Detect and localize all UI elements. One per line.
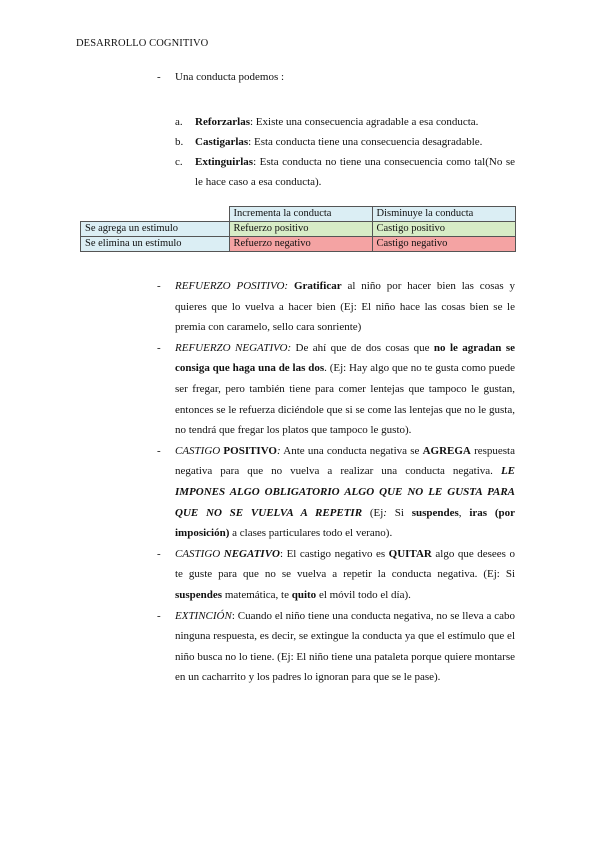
bullet-dash: - xyxy=(157,341,161,354)
option-desc: : Esta conducta tiene una consecuencia desagradable. xyxy=(248,136,483,148)
table-header-row xyxy=(81,207,516,222)
table-col-header: Incrementa la conducta xyxy=(229,207,372,222)
text-run: al niño por hacer bien las cosas y quieres que lo vuelva a hacer bien (Ej: El niño hace las cosas bien se le premia con caramelo, sello cara sonriente) xyxy=(175,280,515,334)
text-run-bold: AGREGA xyxy=(422,444,471,457)
option-term: Extinguirlas xyxy=(195,156,254,168)
table-cell: Castigo negativo xyxy=(372,237,515,252)
list-marker: c. xyxy=(175,156,183,168)
intro-line xyxy=(157,71,284,83)
text-run: : xyxy=(277,444,281,457)
item-title-bold: NEGATIVO xyxy=(223,547,280,560)
table-row xyxy=(81,222,516,237)
item-title: EXTINCIÓN xyxy=(175,609,232,622)
table-cell: Refuerzo negativo xyxy=(229,237,372,252)
list-item xyxy=(175,132,515,152)
option-term: Reforzarlas xyxy=(195,116,250,128)
options-list xyxy=(175,112,515,192)
list-item-refuerzo-positivo xyxy=(157,276,515,338)
text-run: , xyxy=(458,506,470,519)
table-col-header: Disminuye la conducta xyxy=(372,207,515,222)
list-marker: a. xyxy=(175,116,183,128)
list-text xyxy=(195,152,515,192)
table-row xyxy=(81,237,516,252)
item-title: REFUERZO NEGATIVO: xyxy=(175,341,292,354)
item-title: CASTIGO xyxy=(175,547,224,560)
text-run: algo que desees o te guste para que no se vuelva a repetir la conducta negativa. (Ej: Si xyxy=(175,547,515,581)
item-text xyxy=(175,441,515,544)
text-run: . (Ej: Hay algo que no te gusta como puede ser fregar, pero también tiene para comer lentejas que tampoco le gustan, entonces se le refuerza diciéndole que si se come las lentejas que no le gusta, no tendrá que fregar los platos que tampoco le gusto). xyxy=(175,362,515,437)
text-run: respuesta negativa para que no vuelva a realizar una conducta negativa. xyxy=(175,444,515,478)
text-run-bold: suspendes xyxy=(411,506,459,519)
bullet-dash: - xyxy=(157,444,161,457)
text-run-bold: Gratificar xyxy=(293,280,342,292)
text-run: : xyxy=(383,506,387,519)
list-marker: b. xyxy=(175,136,184,148)
text-run: : Cuando el niño tiene una conducta negativa, no se lleva a cabo ninguna respuesta, es decir, se extingue la conducta ya que el estímulo que el niño busca no lo tiene. (Ej: El niño tiene una pataleta porque quiere montarse en un cacharrito y los padres lo ignoran para que se le pase). xyxy=(175,609,515,684)
text-run-bold-italic: LE IMPONES ALGO OBLIGATORIO ALGO QUE NO LE GUSTA PARA QUE NO SE VUELVA A REPETIR xyxy=(175,465,515,519)
text-run-bold: iras (por imposición) xyxy=(175,506,516,540)
item-text xyxy=(175,276,515,338)
conditioning-table xyxy=(80,206,516,252)
text-run-bold: suspendes xyxy=(175,588,223,601)
table-corner-cell xyxy=(81,207,230,222)
table-cell: Castigo positivo xyxy=(372,222,515,237)
text-run: : El castigo negativo es xyxy=(280,547,389,560)
list-text xyxy=(195,112,515,132)
text-run: a clases particulares todo el verano). xyxy=(229,527,393,540)
item-text xyxy=(175,606,515,688)
list-text xyxy=(195,132,515,152)
text-run: matemática, te xyxy=(222,588,292,601)
intro-text: Una conducta podemos : xyxy=(175,71,285,83)
bullet-dash: - xyxy=(157,609,161,622)
text-run-bold: QUITAR xyxy=(388,547,432,560)
bullet-dash: - xyxy=(157,280,161,292)
page-header: DESARROLLO COGNITIVO xyxy=(76,38,209,49)
list-item xyxy=(175,152,515,192)
item-title: REFUERZO POSITIVO: xyxy=(175,280,289,292)
list-item-castigo-positivo xyxy=(157,441,515,544)
bullet-dash: - xyxy=(157,71,161,83)
list-item-refuerzo-negativo xyxy=(157,338,515,441)
text-run-bold: no le agradan se consiga que haga una de las dos xyxy=(175,341,515,375)
text-run: (Ej xyxy=(362,506,384,519)
text-run-bold: quito xyxy=(291,588,317,601)
option-term: Castigarlas xyxy=(195,136,249,148)
option-desc: : Esta conducta no tiene una consecuencia como tal(No se le hace caso a esa conducta). xyxy=(195,156,515,188)
table-row-label: Se agrega un estimulo xyxy=(81,222,230,237)
list-item xyxy=(175,112,515,132)
option-desc: : Existe una consecuencia agradable a esa conducta. xyxy=(249,116,479,128)
text-run: el móvil todo el día). xyxy=(316,588,411,601)
item-title-bold: POSITIVO xyxy=(223,444,277,457)
definitions-list xyxy=(157,276,515,688)
list-item-castigo-negativo xyxy=(157,544,515,606)
item-text xyxy=(175,338,515,441)
table-row-label: Se elimina un estímulo xyxy=(81,237,230,252)
table-cell: Refuerzo positivo xyxy=(229,222,372,237)
text-run: Ante una conducta negativa se xyxy=(280,444,423,457)
list-item-extincion xyxy=(157,606,515,688)
text-run: De ahí que de dos cosas que xyxy=(291,341,434,354)
item-title: CASTIGO xyxy=(175,444,224,457)
item-text xyxy=(175,544,515,606)
text-run: Si xyxy=(386,506,412,519)
bullet-dash: - xyxy=(157,547,161,560)
